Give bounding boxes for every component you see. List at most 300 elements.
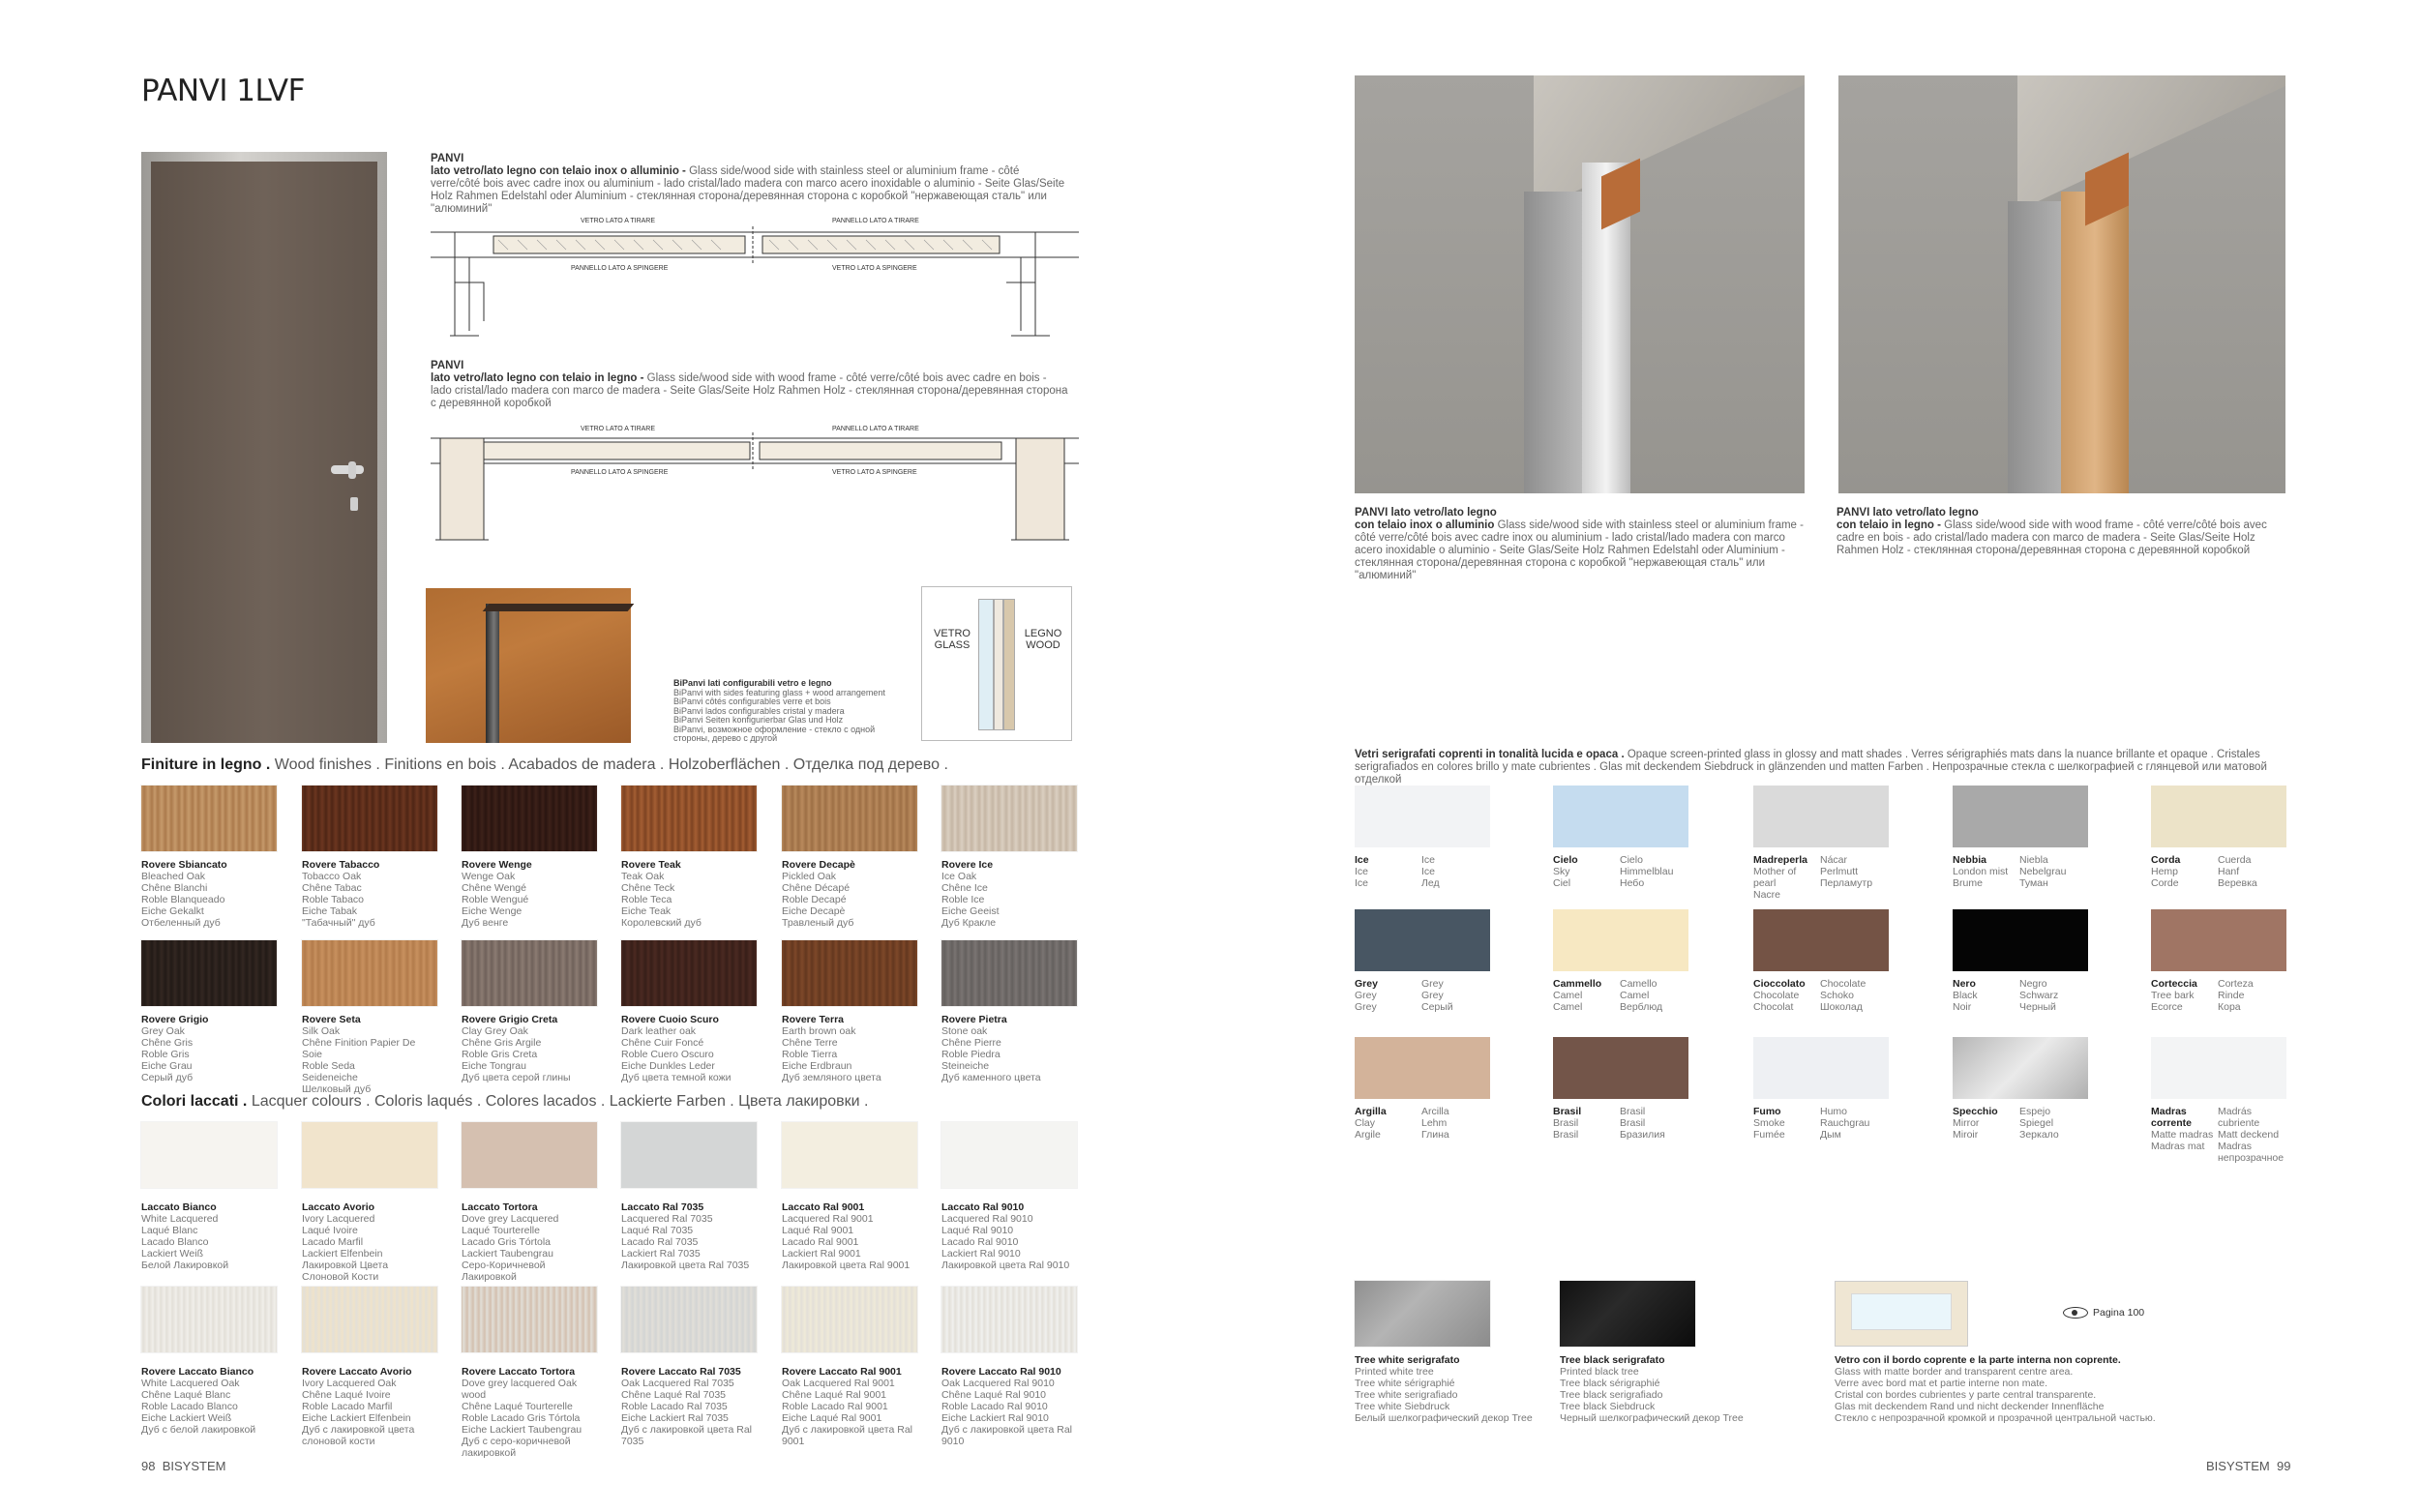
swatch-translation: Lacado Ral 7035 xyxy=(621,1236,699,1248)
glass-swatch xyxy=(1553,786,1688,889)
glass-swatch xyxy=(1753,1037,1889,1141)
swatch-name: Rovere Laccato Tortora xyxy=(462,1366,576,1378)
swatch-translation: Lacado Ral 9001 xyxy=(782,1236,859,1248)
swatch-translation: Дуб с лакировкой цвета слоновой кости xyxy=(302,1424,415,1447)
swatch-translation: Белой Лакировкой xyxy=(141,1260,229,1271)
swatch-translation: Miroir xyxy=(1953,1129,1979,1141)
swatch-translation: Ice xyxy=(1421,854,1436,866)
swatch-translation: Лакировкой цвета Ral 9001 xyxy=(782,1260,911,1271)
swatch-translation: Laqué Ral 9010 xyxy=(941,1225,1014,1236)
wood-swatch-chip xyxy=(782,940,917,1006)
swatch-translation: Chêne Terre xyxy=(782,1037,838,1049)
swatch-translation: Corde xyxy=(2151,877,2179,889)
swatch-translation: Eiche Decapè xyxy=(782,905,846,917)
swatch-translation: Brasil xyxy=(1553,1117,1579,1129)
glass-swatch xyxy=(2151,1037,2286,1164)
swatch-translation: Eiche Teak xyxy=(621,905,672,917)
swatch-translation: Espejo xyxy=(2019,1106,2051,1117)
swatch-translation: Laqué Ivoire xyxy=(302,1225,358,1236)
swatch-translation: White Lacquered xyxy=(141,1213,219,1225)
swatch-translation: Brasil xyxy=(1620,1106,1646,1117)
wood-label: WOOD xyxy=(1026,639,1060,651)
swatch-translation: Hemp xyxy=(2151,866,2179,877)
swatch-name: Argilla xyxy=(1355,1106,1387,1117)
wood-swatch-chip xyxy=(782,786,917,851)
swatch-translation: Niebla xyxy=(2019,854,2048,866)
swatch-translation: Chêne Laqué Blanc xyxy=(141,1389,231,1401)
swatch-translation: Printed white tree xyxy=(1355,1366,1434,1378)
swatch-name: Rovere Laccato Avorio xyxy=(302,1366,412,1378)
wood-swatch-chip xyxy=(302,940,437,1006)
swatch-translation: Schoko xyxy=(1820,990,1855,1001)
swatch-translation: Lackiert Weiß xyxy=(141,1248,203,1260)
lacquer-swatch-chip xyxy=(141,1287,277,1352)
drawing-label: VETRO LATO A SPINGERE xyxy=(832,265,917,272)
glass-swatch xyxy=(1953,1037,2088,1141)
swatch-translation: Chêne Pierre xyxy=(941,1037,1001,1049)
swatch-translation: Roble Seda xyxy=(302,1060,355,1072)
swatch-translation: Лакировкой Цвета Слоновой Кости xyxy=(302,1260,389,1283)
swatch-name: Tree black serigrafato xyxy=(1560,1354,1665,1366)
swatch-translation: Roble Lacado Blanco xyxy=(141,1401,238,1412)
swatch-translation: Дуб с лакировкой цвета Ral 7035 xyxy=(621,1424,752,1447)
swatch-name: Madreperla xyxy=(1753,854,1808,866)
legno-label: LEGNO xyxy=(1024,628,1062,639)
swatch-name: Laccato Ral 9010 xyxy=(941,1201,1025,1213)
swatch-translation: Кора xyxy=(2218,1001,2241,1013)
swatch-name: Cielo xyxy=(1553,854,1578,866)
swatch-translation: Дуб цвета серой глины xyxy=(462,1072,571,1083)
glass-swatch-chip xyxy=(1753,786,1889,847)
swatch-translation: Roble Tabaco xyxy=(302,894,365,905)
glass-swatch-chip xyxy=(1953,786,2088,847)
tree-swatch xyxy=(1355,1281,1548,1424)
swatch-translation: Eiche Laqué Ral 9001 xyxy=(782,1412,882,1424)
glass-swatch-chip xyxy=(1355,909,1490,971)
swatch-translation: White Lacquered Oak xyxy=(141,1378,240,1389)
swatch-translation: Roble Lacado Gris Tórtola xyxy=(462,1412,581,1424)
swatch-translation: Fumée xyxy=(1753,1129,1785,1141)
swatch-translation: Chêne Blanchi xyxy=(141,882,208,894)
glass-swatch xyxy=(1355,786,1490,889)
brand-name: BISYSTEM xyxy=(162,1459,226,1473)
swatch-translation: Laqué Blanc xyxy=(141,1225,198,1236)
glass-wood-diagram xyxy=(921,586,1072,741)
glass-swatch xyxy=(1953,786,2088,889)
swatch-translation: Дуб с серо-коричневой лакировкой xyxy=(462,1436,571,1459)
swatch-translation: Lacado Ral 9010 xyxy=(941,1236,1019,1248)
page-reference-link[interactable] xyxy=(2063,1305,2144,1320)
swatch-translation: Roble Wengué xyxy=(462,894,529,905)
swatch-translation: Tree black sérigraphié xyxy=(1560,1378,1660,1389)
swatch-translation: Tree bark xyxy=(2151,990,2195,1001)
swatch-translation: Lacado Gris Tórtola xyxy=(462,1236,552,1248)
swatch-translation: Ice xyxy=(1421,866,1436,877)
swatch-name: Tree white serigrafato xyxy=(1355,1354,1460,1366)
swatch-translation: Madrás cubriente xyxy=(2218,1106,2260,1129)
lacquer-swatch xyxy=(621,1287,757,1447)
swatch-translation: Eiche Erdbraun xyxy=(782,1060,852,1072)
swatch-name: Rovere Cuoio Scuro xyxy=(621,1014,719,1025)
swatch-translation: "Табачный" дуб xyxy=(302,917,375,929)
swatch-translation: Ice xyxy=(1355,866,1369,877)
swatch-translation: Eiche Lackiert Taubengrau xyxy=(462,1424,582,1436)
wood-swatch-chip xyxy=(141,786,277,851)
swatch-translation: Dove grey Lacquered xyxy=(462,1213,559,1225)
glass-swatch-chip xyxy=(1355,1037,1490,1099)
swatch-translation: Lackiert Ral 9010 xyxy=(941,1248,1021,1260)
swatch-translation: Шоколад xyxy=(1820,1001,1863,1013)
swatch-name: Rovere Tabacco xyxy=(302,859,380,871)
wood-swatch-chip xyxy=(462,786,597,851)
swatch-name: Rovere Sbiancato xyxy=(141,859,227,871)
lacquer-swatch xyxy=(141,1287,277,1436)
wood-swatch xyxy=(462,786,597,929)
photo-caption-steel: PANVI lato vetro/lato legno con telaio inox o alluminio Glass side/wood side with stainless steel or aluminium frame - côté verre/côté bois avec cadre inox ou aluminium - lado cristal/lado madera con marco acero inoxidable o aluminio - Seite Glas/Seite Holz Rahmen Edelstahl oder Aluminium - стеклянная сторона/деревянная сторона с коробкой "нержавеющая сталь" или "алюминий" xyxy=(1355,507,1804,581)
lacquer-swatch xyxy=(141,1122,277,1271)
swatch-translation: Madras непрозрачное xyxy=(2218,1141,2285,1164)
swatch-translation: Roble Piedra xyxy=(941,1049,1000,1060)
door-handle-icon xyxy=(331,465,364,474)
vetro-label: VETRO xyxy=(934,628,971,639)
swatch-name: Laccato Tortora xyxy=(462,1201,538,1213)
swatch-name: Cioccolato xyxy=(1753,978,1806,990)
frame-photo-wood xyxy=(1838,75,2285,493)
swatch-translation: Веревка xyxy=(2218,877,2257,889)
swatch-translation: Ivory Lacquered Oak xyxy=(302,1378,397,1389)
swatch-translation: Tobacco Oak xyxy=(302,871,362,882)
swatch-translation: Tree black Siebdruck xyxy=(1560,1401,1656,1412)
swatch-translation: Grey Oak xyxy=(141,1025,185,1037)
frame-photo-steel xyxy=(1355,75,1805,493)
vetro-bordo-swatch xyxy=(1835,1281,1968,1347)
swatch-translation: Лакировкой цвета Ral 9010 xyxy=(941,1260,1070,1271)
swatch-name: Grey xyxy=(1355,978,1378,990)
swatch-translation: Nácar xyxy=(1820,854,1848,866)
drawing-label: VETRO LATO A SPINGERE xyxy=(832,469,917,476)
swatch-name: Laccato Ral 7035 xyxy=(621,1201,704,1213)
swatch-translation: Brasil xyxy=(1620,1117,1646,1129)
lacquer-swatch-chip xyxy=(141,1122,277,1188)
swatch-translation: Spiegel xyxy=(2019,1117,2054,1129)
swatch-translation: Chêne Cuir Foncé xyxy=(621,1037,704,1049)
swatch-translation: Chêne Gris xyxy=(141,1037,194,1049)
glass-swatch xyxy=(2151,786,2286,889)
section-drawing-wood xyxy=(426,423,1084,548)
glass-swatch-chip xyxy=(2151,1037,2286,1099)
swatch-name: Rovere Wenge xyxy=(462,859,532,871)
swatch-name: Cammello xyxy=(1553,978,1602,990)
section-drawing-steel xyxy=(426,215,1084,341)
swatch-translation: Clay xyxy=(1355,1117,1376,1129)
swatch-translation: Printed black tree xyxy=(1560,1366,1639,1378)
swatch-name: Madras corrente xyxy=(2151,1106,2193,1129)
swatch-translation: Туман xyxy=(2019,877,2048,889)
swatch-translation: Schwarz xyxy=(2019,990,2059,1001)
swatch-translation: Перламутр xyxy=(1820,877,1873,889)
swatch-translation: Argile xyxy=(1355,1129,1381,1141)
panvi-wood-description: PANVI lato vetro/lato legno con telaio in legno - Glass side/wood side with wood frame - côté verre/côté bois avec cadre en bois - lado cristal/lado madera con marco de madera - Seite Glas/Seite Holz Rahmen Holz - стеклянная сторона/деревянная сторона с деревянной коробкой xyxy=(431,360,1068,409)
glass-swatch-chip xyxy=(1953,1037,2088,1099)
swatch-translation: Серый дуб xyxy=(141,1072,194,1083)
swatch-name: Rovere Terra xyxy=(782,1014,845,1025)
swatch-translation: Eiche Grau xyxy=(141,1060,193,1072)
lacquer-swatch xyxy=(621,1122,757,1271)
lacquer-swatch xyxy=(782,1122,917,1271)
glass-swatch xyxy=(1355,909,1490,1013)
glass-swatch-chip xyxy=(2151,786,2286,847)
swatch-translation: Cuerda xyxy=(2218,854,2252,866)
swatch-translation: Matt deckend xyxy=(2218,1129,2280,1141)
swatch-translation: Humo xyxy=(1820,1106,1848,1117)
swatch-translation: Matte madras xyxy=(2151,1129,2214,1141)
swatch-translation: Tree white Siebdruck xyxy=(1355,1401,1450,1412)
swatch-translation: Chêne Tabac xyxy=(302,882,362,894)
swatch-name: Nebbia xyxy=(1953,854,1987,866)
swatch-translation: Silk Oak xyxy=(302,1025,341,1037)
drawing-label: PANNELLO LATO A TIRARE xyxy=(832,218,919,224)
page-number: 99 xyxy=(2276,1459,2291,1473)
tree-swatch-chip xyxy=(1355,1281,1490,1347)
swatch-translation: Eiche Lackiert Weiß xyxy=(141,1412,232,1424)
swatch-translation: Lacquered Ral 7035 xyxy=(621,1213,713,1225)
swatch-translation: Ciel xyxy=(1553,877,1571,889)
lacquer-swatch xyxy=(782,1287,917,1447)
swatch-translation: Oak Lacquered Ral 7035 xyxy=(621,1378,734,1389)
swatch-translation: Roble Teca xyxy=(621,894,672,905)
swatch-translation: Дуб венге xyxy=(462,917,509,929)
swatch-name: Rovere Grigio Creta xyxy=(462,1014,558,1025)
swatch-translation: Tree black serigrafiado xyxy=(1560,1389,1663,1401)
swatch-translation: Eiche Tongrau xyxy=(462,1060,526,1072)
swatch-translation: Tree white serigrafiado xyxy=(1355,1389,1458,1401)
swatch-translation: Chêne Laqué Ral 9010 xyxy=(941,1389,1047,1401)
swatch-name: Fumo xyxy=(1753,1106,1781,1117)
swatch-translation: Дуб Кракле xyxy=(941,917,997,929)
swatch-translation: Laqué Ral 9001 xyxy=(782,1225,854,1236)
swatch-translation: Roble Cuero Oscuro xyxy=(621,1049,714,1060)
lacquer-swatch xyxy=(941,1122,1077,1271)
swatch-translation: Laqué Tourterelle xyxy=(462,1225,540,1236)
glass-swatch-chip xyxy=(1355,786,1490,847)
swatch-translation: Eiche Gekalkt xyxy=(141,905,204,917)
swatch-translation: Roble Gris Creta xyxy=(462,1049,538,1060)
swatch-translation: Chêne Ice xyxy=(941,882,988,894)
lacquer-swatch xyxy=(462,1287,597,1459)
swatch-translation: Chocolate xyxy=(1820,978,1867,990)
swatch-translation: Brume xyxy=(1953,877,1983,889)
swatch-translation: Дуб с лакировкой цвета Ral 9001 xyxy=(782,1424,912,1447)
glass-swatch-chip xyxy=(1553,909,1688,971)
lacquer-swatch-chip xyxy=(302,1287,437,1352)
swatch-translation: Smoke xyxy=(1753,1117,1785,1129)
swatch-name: Nero xyxy=(1953,978,1976,990)
glass-swatch-chip xyxy=(1553,1037,1688,1099)
wood-finishes-heading: Finiture in legno . Wood finishes . Finitions en bois . Acabados de madera . Holzoberflächen . Отделка под дерево . xyxy=(141,756,948,773)
swatch-translation: Дуб цвета темной кожи xyxy=(621,1072,732,1083)
glass-swatch xyxy=(2151,909,2286,1013)
glass-swatch-chip xyxy=(1753,1037,1889,1099)
swatch-translation: Lackiert Ral 9001 xyxy=(782,1248,861,1260)
glass-swatch xyxy=(1753,786,1889,901)
lacquer-swatch xyxy=(462,1122,597,1283)
swatch-translation: Lehm xyxy=(1421,1117,1448,1129)
swatch-translation: Lacquered Ral 9010 xyxy=(941,1213,1033,1225)
swatch-translation: Chêne Laqué Ral 9001 xyxy=(782,1389,887,1401)
swatch-name: Corda xyxy=(2151,854,2181,866)
swatch-translation: Eiche Geeist xyxy=(941,905,1000,917)
swatch-translation: Верблюд xyxy=(1620,1001,1663,1013)
swatch-translation: Teak Oak xyxy=(621,871,665,882)
swatch-translation: Eiche Tabak xyxy=(302,905,358,917)
vetro-bordo-label: Vetro con il bordo coprente e la parte interna non coprente. Glass with matte border and transparent centre area. Verre avec bord mat et partie interne non mate. Cristal con bordes cubrientes y parte central transparente. Glas mit deckendem Rand und nicht deckender Innenfläche Стекло с непрозрачной кромкой и прозрачной центральной частью. xyxy=(1835,1354,2156,1424)
swatch-name: Rovere Laccato Bianco xyxy=(141,1366,254,1378)
drawing-label: VETRO LATO A TIRARE xyxy=(581,426,656,432)
swatch-translation: Eiche Dunkles Leder xyxy=(621,1060,715,1072)
page-reference-label: Pagina 100 xyxy=(2093,1307,2145,1319)
glass-swatch-chip xyxy=(2151,909,2286,971)
swatch-translation: Brasil xyxy=(1553,1129,1579,1141)
drawing-label: PANNELLO LATO A SPINGERE xyxy=(571,265,669,272)
lacquer-swatch xyxy=(941,1287,1077,1447)
swatch-translation: Perlmutt xyxy=(1820,866,1859,877)
swatch-translation: Roble Ice xyxy=(941,894,985,905)
swatch-translation: Noir xyxy=(1953,1001,1972,1013)
swatch-translation: Camel xyxy=(1620,990,1650,1001)
swatch-translation: Mother of pearl xyxy=(1753,866,1797,889)
swatch-translation: Camel xyxy=(1553,1001,1583,1013)
swatch-translation: Дуб с лакировкой цвета Ral 9010 xyxy=(941,1424,1072,1447)
lacquer-colours-heading: Colori laccati . Lacquer colours . Coloris laqués . Colores lacados . Lackierte Farben . Цвета лакировки . xyxy=(141,1093,869,1110)
wood-swatch-chip xyxy=(462,940,597,1006)
glass-swatch xyxy=(1753,909,1889,1013)
swatch-translation: Lackiert Taubengrau xyxy=(462,1248,553,1260)
swatch-translation: Черный шелкографический декор Tree xyxy=(1560,1412,1744,1424)
lacquer-swatch-chip xyxy=(782,1122,917,1188)
swatch-name: Rovere Decapè xyxy=(782,859,855,871)
wood-swatch xyxy=(141,786,277,929)
swatch-translation: Chêne Gris Argile xyxy=(462,1037,542,1049)
wood-swatch xyxy=(782,940,917,1083)
glass-section-heading: Vetri serigrafati coprenti in tonalità lucida e opaca . Opaque screen-printed glass in glossy and matt shades . Verres sérigraphiés mats dans la nuance brillante et opaque . Cristales serigrafiados en colores brillo y mate cubrientes . Glas mit deckendem Siebdruck in glänzenden und matten Farben . Непрозрачные стекла с шелкографией с глянцевой или матовой отделкой xyxy=(1355,749,2267,786)
swatch-translation: Eiche Lackiert Ral 7035 xyxy=(621,1412,729,1424)
swatch-translation: Pickled Oak xyxy=(782,871,837,882)
swatch-translation: Chêne Teck xyxy=(621,882,675,894)
swatch-name: Corteccia xyxy=(2151,978,2197,990)
swatch-translation: Бразилия xyxy=(1620,1129,1665,1141)
wood-swatch-chip xyxy=(621,786,757,851)
glass-swatch xyxy=(1355,1037,1490,1141)
swatch-translation: Earth brown oak xyxy=(782,1025,856,1037)
swatch-translation: Lackiert Elfenbein xyxy=(302,1248,383,1260)
swatch-translation: Arcilla xyxy=(1421,1106,1449,1117)
wood-swatch xyxy=(941,940,1077,1083)
swatch-translation: Черный xyxy=(2019,1001,2056,1013)
tree-swatch-chip xyxy=(1560,1281,1695,1347)
wood-swatch-chip xyxy=(941,786,1077,851)
lacquer-swatch-chip xyxy=(941,1287,1077,1352)
swatch-translation: Chêne Laqué Ivoire xyxy=(302,1389,391,1401)
swatch-translation: Mirror xyxy=(1953,1117,1980,1129)
door-image xyxy=(141,152,387,743)
photo-caption-wood: PANVI lato vetro/lato legno con telaio in legno - Glass side/wood side with wood frame - côté verre/côté bois avec cadre en bois - ado cristal/lado madera con marco de madera - Seite Glas/Seite Holz Rahmen Holz - стеклянная сторона/деревянная сторона с деревянной коробкой xyxy=(1837,507,2267,556)
wood-swatch xyxy=(302,786,437,929)
swatch-translation: Chêne Décapé xyxy=(782,882,851,894)
swatch-name: Laccato Avorio xyxy=(302,1201,375,1213)
swatch-translation: Дуб каменного цвета xyxy=(941,1072,1041,1083)
swatch-translation: Steineiche xyxy=(941,1060,990,1072)
swatch-translation: Lackiert Ral 7035 xyxy=(621,1248,701,1260)
swatch-name: Rovere Laccato Ral 9001 xyxy=(782,1366,902,1378)
swatch-translation: Sky xyxy=(1553,866,1570,877)
swatch-translation: Roble Lacado Ral 9010 xyxy=(941,1401,1048,1412)
swatch-translation: Laqué Ral 7035 xyxy=(621,1225,694,1236)
wood-swatch-chip xyxy=(141,940,277,1006)
lacquer-swatch-chip xyxy=(941,1122,1077,1188)
swatch-translation: Lacado Blanco xyxy=(141,1236,209,1248)
swatch-translation: Nebelgrau xyxy=(2019,866,2067,877)
swatch-translation: Дым xyxy=(1820,1129,1841,1141)
brand-name: BISYSTEM xyxy=(2206,1459,2270,1473)
lacquer-swatch-chip xyxy=(302,1122,437,1188)
drawing-label: PANNELLO LATO A TIRARE xyxy=(832,426,919,432)
swatch-translation: Eiche Wenge xyxy=(462,905,523,917)
wood-swatch xyxy=(621,786,757,929)
drawing-label: PANNELLO LATO A SPINGERE xyxy=(571,469,669,476)
wood-swatch xyxy=(621,940,757,1083)
swatch-translation: Белый шелкографический декор Tree xyxy=(1355,1412,1533,1424)
swatch-name: Rovere Pietra xyxy=(941,1014,1007,1025)
swatch-translation: Roble Lacado Ral 9001 xyxy=(782,1401,888,1412)
wood-swatch xyxy=(141,940,277,1083)
lacquer-swatch-chip xyxy=(462,1122,597,1188)
glass-swatch xyxy=(1553,909,1688,1013)
lacquer-swatch-chip xyxy=(462,1287,597,1352)
swatch-translation: Tree white sérigraphié xyxy=(1355,1378,1455,1389)
lacquer-swatch xyxy=(302,1287,437,1447)
swatch-translation: Lacquered Ral 9001 xyxy=(782,1213,874,1225)
swatch-translation: Chêne Laqué Ral 7035 xyxy=(621,1389,727,1401)
swatch-translation: Chêne Finition Papier De Soie xyxy=(302,1037,416,1060)
tree-swatch xyxy=(1560,1281,1753,1424)
wood-swatch-chip xyxy=(621,940,757,1006)
swatch-translation: Лакировкой цвета Ral 7035 xyxy=(621,1260,750,1271)
swatch-translation: Chocolate xyxy=(1753,990,1800,1001)
swatch-translation: Grey xyxy=(1355,1001,1377,1013)
lacquer-swatch-chip xyxy=(621,1287,757,1352)
drawing-label: VETRO LATO A TIRARE xyxy=(581,218,656,224)
swatch-translation: Nacre xyxy=(1753,889,1781,901)
page-title: PANVI 1LVF xyxy=(141,74,305,108)
swatch-translation: Chêne Laqué Tourterelle xyxy=(462,1401,573,1412)
swatch-translation: Camello xyxy=(1620,978,1657,990)
page-number: 98 xyxy=(141,1459,156,1473)
swatch-translation: Negro xyxy=(2019,978,2047,990)
bipanvi-caption: BiPanvi lati configurabili vetro e legno BiPanvi with sides featuring glass + wood arrangement BiPanvi côtés configurables verre et bois BiPanvi lados configurables cristal y madera BiPanvi Seiten konfigurierbar Glas und Holz BiPanvi, возможное оформление - стекло с одной стороны, дерево с другой xyxy=(673,678,885,743)
swatch-translation: Шелковый дуб xyxy=(302,1083,372,1095)
glass-swatch xyxy=(1553,1037,1688,1141)
swatch-name: Specchio xyxy=(1953,1106,1998,1117)
swatch-translation: Зеркало xyxy=(2019,1129,2059,1141)
swatch-translation: Grey xyxy=(1421,978,1444,990)
swatch-translation: Grey xyxy=(1421,990,1444,1001)
swatch-name: Rovere Laccato Ral 9010 xyxy=(941,1366,1061,1378)
swatch-translation: Chocolat xyxy=(1753,1001,1794,1013)
swatch-translation: Stone oak xyxy=(941,1025,988,1037)
bipanvi-photo xyxy=(426,588,631,743)
swatch-translation: Madras mat xyxy=(2151,1141,2205,1152)
swatch-translation: Dove grey lacquered Oak wood xyxy=(462,1378,578,1401)
